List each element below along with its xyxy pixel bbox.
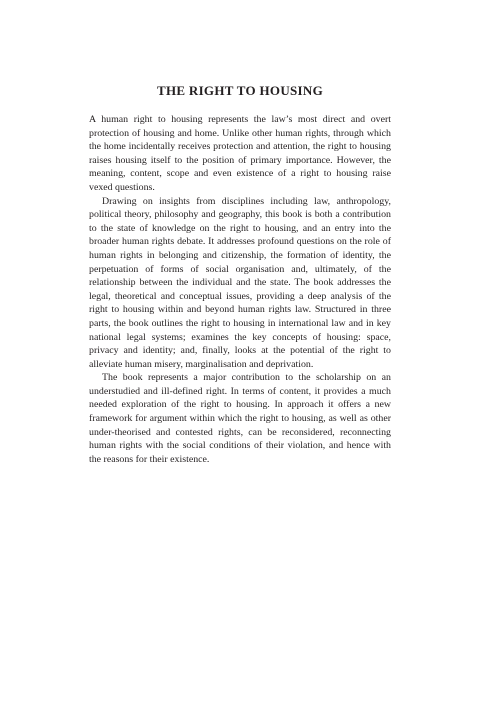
body-text: [89, 113, 391, 466]
paragraph-intro: A human right to housing represents the law’s most direct and overt protection of housing and home. Unlike other human rights, through which the home incidentally receives protection and attention, the right to housing raises housing itself to the position of primary importance. However, the meaning, content, scope and even existence of a right to housing raise vexed questions.: [89, 114, 391, 193]
page-title: THE RIGHT TO HOUSING: [156, 83, 324, 98]
paragraph-contribution: The book represents a major contribution to the scholarship on an understudied and ill-defined right. In terms of content, it provides a much needed exploration of the right to housing. In approach it offers a new framework for argument within which the right to housing, as well as other under-theorised and contested rights, can be reconsidered, reconnecting human rights with the social conditions of their violation, and hence with the reasons for their existence.: [89, 372, 391, 465]
paragraph-scope: Drawing on insights from disciplines including law, anthropology, political theory, philosophy and geography, this book is both a contribution to the state of knowledge on the right to housing, and an entry into the broader human rights debate. It addresses profound questions on the role of human rights in belonging and citizenship, the formation of identity, the perpetuation of forms of social organisation and, ultimately, of the relationship between the individual and the state. The book addresses the legal, theoretical and conceptual issues, providing a deep analysis of the right to housing within and beyond human rights law. Structured in three parts, the book outlines the right to housing in international law and in key national legal systems; examines the key concepts of housing: space, privacy and identity; and, finally, looks at the potential of the right to alleviate human misery, marginalisation and deprivation.: [89, 195, 391, 370]
